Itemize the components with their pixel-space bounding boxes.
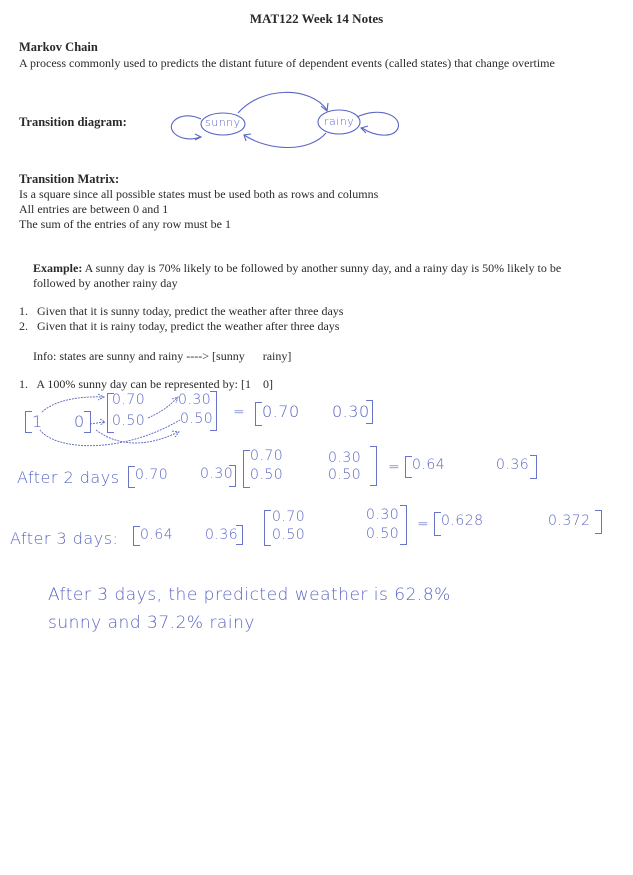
bracket-right <box>370 446 377 486</box>
step-1: 1. A 100% sunny day can be represented by: [1 0] <box>19 377 273 391</box>
page-title: MAT122 Week 14 Notes <box>249 11 384 26</box>
bracket-left <box>243 450 250 488</box>
conclusion-line-2: sunny and 37.2% rainy <box>48 613 255 633</box>
day2-result-rainy: 0.36 <box>496 457 530 473</box>
day3-vector-rainy: 0.36 <box>205 527 239 543</box>
matrix-a11: 0.70 <box>272 509 306 525</box>
example-text-cont: followed by another rainy day <box>33 276 178 290</box>
init-vector-1: 1 <box>32 412 43 431</box>
matrix-heading: Transition Matrix: <box>19 172 120 186</box>
init-vector-0: 0 <box>74 412 85 431</box>
matrix-rule: The sum of the entries of any row must be 1 <box>19 217 231 231</box>
day3-result-rainy: 0.372 <box>548 513 591 529</box>
question-2: 2. Given that it is rainy today, predict the weather after three days <box>19 319 340 333</box>
bracket-right <box>595 510 602 534</box>
matrix-a22: 0.50 <box>180 411 214 427</box>
day1-result-rainy: 0.30 <box>332 402 370 421</box>
bracket-left <box>133 526 140 546</box>
matrix-rule: Is a square since all possible states must be used both as rows and columns <box>19 187 379 201</box>
matrix-a12: 0.30 <box>178 392 212 408</box>
bracket-right <box>530 455 537 479</box>
bracket-right <box>236 525 243 545</box>
markov-definition: A process commonly used to predicts the distant future of dependent events (called states) that change overtime <box>19 56 555 70</box>
bracket-left <box>264 510 271 546</box>
matrix-a11: 0.70 <box>112 392 146 408</box>
conclusion-line-1: After 3 days, the predicted weather is 62.8% <box>48 585 451 605</box>
day2-vector-rainy: 0.30 <box>200 466 234 482</box>
matrix-a21: 0.50 <box>272 527 306 543</box>
example-text: Example: A sunny day is 70% likely to be followed by another sunny day, and a rainy day is 50% likely to be <box>33 261 562 275</box>
matrix-a12: 0.30 <box>328 450 362 466</box>
bracket-right <box>400 505 407 545</box>
matrix-a21: 0.50 <box>112 413 146 429</box>
state-sunny: sunny <box>205 116 241 129</box>
day3-result-sunny: 0.628 <box>441 513 484 529</box>
matrix-a12: 0.30 <box>366 507 400 523</box>
equals-sign: = <box>388 459 401 475</box>
matrix-rule: All entries are between 0 and 1 <box>19 202 169 216</box>
question-1: 1. Given that it is sunny today, predict the weather after three days <box>19 304 344 318</box>
bracket-left <box>128 466 135 488</box>
day2-vector-sunny: 0.70 <box>135 467 169 483</box>
day2-result-sunny: 0.64 <box>412 457 446 473</box>
bracket-left <box>434 512 441 536</box>
equals-sign: = <box>233 404 246 420</box>
state-rainy: rainy <box>324 115 355 128</box>
bracket-left <box>405 456 412 478</box>
day1-result-sunny: 0.70 <box>262 402 300 421</box>
matrix-a22: 0.50 <box>328 467 362 483</box>
matrix-a22: 0.50 <box>366 526 400 542</box>
day3-vector-sunny: 0.64 <box>140 527 174 543</box>
equals-sign: = <box>417 516 430 532</box>
diagram-label: Transition diagram: <box>19 115 127 129</box>
markov-heading: Markov Chain <box>19 40 98 54</box>
matrix-a21: 0.50 <box>250 467 284 483</box>
day2-label: After 2 days <box>17 468 120 487</box>
example-label: Example: <box>33 261 83 275</box>
bracket-right <box>229 465 236 487</box>
info-line: Info: states are sunny and rainy ----> [sunny rainy] <box>33 349 292 363</box>
matrix-a11: 0.70 <box>250 448 284 464</box>
day3-label: After 3 days: <box>10 529 119 548</box>
